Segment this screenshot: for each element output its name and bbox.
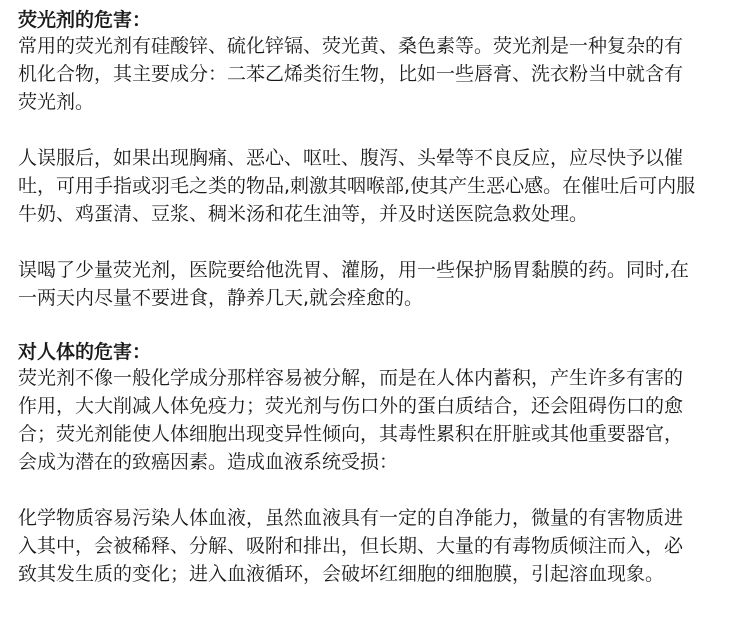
section-heading-fluorescent-hazards: 荧光剂的危害：: [18, 9, 152, 31]
paragraph-body-accumulation: [18, 364, 734, 476]
text-line: 作用，大大削减人体免疫力；荧光剂与伤口外的蛋白质结合，还会阻碍伤口的愈: [18, 395, 684, 417]
paragraph-spacer: [18, 116, 734, 144]
text-line: 合；荧光剂能使人体细胞出现变异性倾向，其毒性累积在肝脏或其他重要器官，: [18, 423, 684, 445]
section-heading-human-body-hazards: 对人体的危害：: [18, 341, 152, 363]
paragraph-spacer: [18, 312, 734, 340]
text-line: 致其发生质的变化；进入血液循环，会破坏红细胞的细胞膜，引起溶血现象。: [18, 563, 665, 585]
text-line: 入其中，会被稀释、分解、吸附和排出，但长期、大量的有毒物质倾注而入，必: [18, 535, 684, 557]
document-page: [18, 8, 734, 588]
paragraph-blood-contamination: [18, 504, 734, 588]
text-line: 机化合物，其主要成分：二苯乙烯类衍生物，比如一些唇膏、洗衣粉当中就含有: [18, 63, 684, 85]
text-line: 人误服后，如果出现胸痛、恶心、呕吐、腹泻、头晕等不良反应，应尽快予以催: [18, 147, 684, 169]
text-line: 常用的荧光剂有硅酸锌、硫化锌镉、荧光黄、桑色素等。荧光剂是一种复杂的有: [18, 35, 684, 57]
text-line: 牛奶、鸡蛋清、豆浆、稠米汤和花生油等，并及时送医院急救处理。: [18, 203, 589, 225]
text-line: 荧光剂不像一般化学成分那样容易被分解，而是在人体内蓄积，产生许多有害的: [18, 367, 684, 389]
paragraph-common-agents: [18, 32, 734, 116]
text-line: 吐，可用手指或羽毛之类的物品,刺激其咽喉部,使其产生恶心感。在催吐后可内服: [18, 175, 696, 197]
text-line: 一两天内尽量不要进食，静养几天,就会痊愈的。: [18, 287, 424, 309]
paragraph-hospital-treatment: [18, 256, 734, 312]
paragraph-spacer: [18, 228, 734, 256]
paragraph-spacer: [18, 476, 734, 504]
paragraph-ingestion-response: [18, 144, 734, 228]
text-line: 会成为潜在的致癌因素。造成血液系统受损：: [18, 451, 399, 473]
text-line: 误喝了少量荧光剂，医院要给他洗胃、灌肠，用一些保护肠胃黏膜的药。同时,在: [18, 259, 690, 281]
text-line: 化学物质容易污染人体血液，虽然血液具有一定的自净能力，微量的有害物质进: [18, 507, 684, 529]
text-line: 荧光剂。: [18, 91, 95, 113]
